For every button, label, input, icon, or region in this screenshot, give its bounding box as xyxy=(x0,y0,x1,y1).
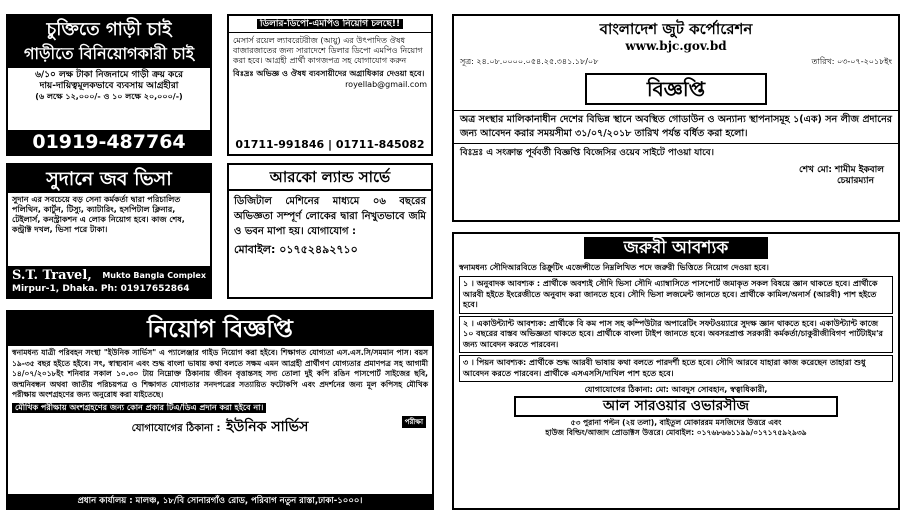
sudan-ad-body: সুদান এর সবচেয়ে বড় সেনা কর্মকর্তা দ্বারা পরিচালিত পলিথিন, কার্টুন, টিস্যু, ক্যাটারিং, হসপিটাল ক্লিনার, টেইলার্স, কনস্ট্রাকশন এ লোক নিয়োগ হবে। কাজ শেষ, কন্ট্রাক্ট দখল, ভিসা পরে টাকা। xyxy=(12,195,185,234)
bjc-note: বিঃদ্রঃ এ সংক্রান্ত পূর্ববর্তী বিজ্ঞপ্তি বিজেসির ওয়েব সাইটে পাওয়া যাবে। xyxy=(460,148,714,158)
sudan-ad-title: সুদানে জব ভিসা xyxy=(8,165,210,193)
survey-ad-phone: মোবাইল: ০১৭৫২৪৯২৭১০ xyxy=(234,243,358,256)
bjc-url: www.bjc.gov.bd xyxy=(625,39,727,53)
sudan-agency-complex: Mukto Bangla Complex xyxy=(102,271,206,280)
urgent-ad-contact: যোগাযোগের ঠিকানা: মো: আবদুস সোবহান, স্বত্বাধিকারী, xyxy=(584,385,768,394)
bjc-signature xyxy=(454,163,898,189)
urgent-ad-company: আল সারওয়ার ওভারসীজ xyxy=(514,396,838,417)
bjc-memo-row xyxy=(454,54,898,70)
car-ad-title xyxy=(8,16,210,68)
unique-badge: পরীক্ষা xyxy=(402,416,426,428)
bjc-date: তারিখ: ০৩-০৭-২০১৮ইং xyxy=(811,57,892,66)
urgent-ad-intro: স্বনামধন্য সৌদিআরবিতে রিক্রুটিং এজেন্সীতে নিম্নলিখিত পদে জরুরী ভিত্তিতে নিয়োগ দেওয়া হবে। xyxy=(459,263,769,272)
dealer-ad-title: ডিলার-ডিপো-এমপিও নিয়োগ চলছে!! xyxy=(229,16,431,33)
car-ad-phone: 01919-487764 xyxy=(8,130,210,154)
dealer-recruitment-ad xyxy=(227,14,433,156)
unique-ad-warning: মৌখিক পরীক্ষায় অংশগ্রহণের জন্য কোন প্রকার টিএ/ডিএ প্রদান করা হইবে না। xyxy=(8,403,432,413)
unique-contact-label: যোগাযোগের ঠিকানা : xyxy=(131,422,221,434)
car-ad-title-line1: চুক্তিতে গাড়ী চাই xyxy=(46,19,172,40)
bjc-memo: সূত্র: ২৪.০৮.০০০০.০৫৪.২৫.৩৪১.১৮/০৮ xyxy=(460,57,599,66)
unique-ad-address: প্রধান কার্যালয় : মালঞ্চ, ১৮/বি সোনারগাঁও রোড, পরিবাগ নতুন রাস্তা,ঢাকা-১০০০। xyxy=(8,494,432,508)
sudan-agency-name: S.T. Travel, xyxy=(12,268,92,283)
sudan-visa-ad xyxy=(6,163,212,299)
car-ad-title-line2: গাড়ীতে বিনিয়োগকারী চাই xyxy=(23,44,195,63)
unique-ad-contact xyxy=(8,413,432,441)
dealer-ad-phones: 01711-991846 | 01711-845082 xyxy=(235,138,425,151)
urgent-ad-title: জরুরী আবশ্যক xyxy=(584,237,769,259)
urgent-ad-item1: ১ । অনুবাদক আবশ্যক : প্রার্থীকে অবশ্যই সৌদি ভিসা সৌদি এ্যাম্বাসিতে পাসপোর্ট জমাকৃত সকল বিষয়ে জ্ঞান থাকতে হবে। প্রার্থীকে আরবী হইতে ইংরেজীতে অনুবাদ করা জানতে হবে। সৌদি ভিসা লজমেন্ট জানতে হবে। প্রার্থীকে কামিল/অনার্স (আরবী) পাশ হইতে হবে। xyxy=(459,276,893,314)
urgent-ad-address: ৫৩ পুরানা পল্টন (২য় তলা), বাইতুল মোকাররম মসজিদের উত্তরে এবং xyxy=(570,418,782,427)
land-survey-ad xyxy=(227,163,433,299)
dealer-ad-note: বিঃদ্রঃ অভিজ্ঞ ও ঔষধ ব্যবসায়ীদের অগ্রাধিকার দেওয়া হবে। xyxy=(233,69,425,78)
survey-ad-body: ডিজিটাল মেশিনের মাধ্যমে ০৬ বছরের অভিজ্ঞতা সম্পূর্ণ লোকের দ্বারা নিখুতভাবে জমি ও ভবন মাপা হয়। যোগাযোগ : xyxy=(234,196,426,237)
bjc-designation: চেয়ারম্যান xyxy=(837,176,874,186)
unique-ad-title: নিয়োগ বিজ্ঞপ্তি xyxy=(8,312,432,346)
bjc-body: অত্র সংস্থার মালিকানাধীন দেশের বিভিন্ন স্থানে অবস্থিত গোডাউন ও অন্যান্য স্থাপনাসমূহ ১(এক) সন লীজ প্রদানের জন্য আবেদন করার সময়সীমা ৩১/০৭/২০১৮ তারিখ পর্যন্ত বর্ধিত করা হলো। xyxy=(454,110,898,144)
unique-service-recruitment-ad xyxy=(6,310,434,510)
unique-company-name: ইউনিক সার্ভিস xyxy=(226,418,309,435)
bjc-notice-ad xyxy=(452,14,900,222)
car-ad-line2: দায়-দায়িত্বমূলকভাবে ব্যবসায় আগ্রহীরা xyxy=(39,81,179,91)
sudan-address-phone: Mirpur-1, Dhaka. Ph: 01917652864 xyxy=(12,284,190,294)
urgent-ad-item2: ২ । একাউন্ট্যান্ট আবশ্যক: প্রার্থীকে বি কম পাস সহ কম্পিউটার অপারেটিং সফটওয়্যারে সুদক্ষ জ্ঞান থাকতে হবে। একাউন্ট্যান্ট কাজে ১০ বছরের বাস্তব অভিজ্ঞতা থাকতে হবে। প্রার্থীকে বাংলা টাইপ জানতে হবে। অবসরপ্রাপ্ত সরকারী কর্মকর্তা/চাকুরীজীবিগণ পার্টটাইম'র জন্য আবেদন করতে পারবেন। xyxy=(459,316,893,354)
sudan-ad-footer xyxy=(8,266,210,297)
urgent-ad-item3: ৩ । পিয়ন আবশ্যক: প্রার্থীকে শুদ্ধ আরবী ভাষায় কথা বলতে পারদর্শী হতে হবে। সৌদি আরবে যাহারা কাজ করেছেন তাহারা শুধু আবেদন করতে পারবেন। প্রার্থীকে এসএসসি/দাখিল পাশ হতে হবে। xyxy=(459,355,893,382)
car-ad-line3: (৬ লক্ষে ১২,০০০/- ও ১০ লক্ষে ২০,০০০/-) xyxy=(35,92,183,101)
unique-ad-body: স্বনামধন্য যাত্রী পরিবহন সংস্থা "ইউনিক সার্ভিস" এ প্যালেঞ্জার গাইড নিয়োগ করা হইবে। শিক্ষাগত যোগ্যতা এস.এস.সি/সমমান পাস। বয়স ১৯-৩৫ বছর হইতে হইবে। সৎ, স্বাস্থ্যবান এবং শুদ্ধ বাংলা ভাষায় কথা বলতে সক্ষম এমন আগ্রহী প্রার্থীগণ যোগ্যতার প্রমাণপত্র সহ আগামী ১৪/০৭/২০১৮ইং শনিবার সকাল ১০.৩০ টায় নিম্নোক্ত ঠিকানায় জীবন বৃত্তান্তসহ সদ্য তোলা দুই কপি রঙিন পাসপোর্ট সাইজের ছবি, জন্মনিবন্ধন অথবা জাতীয় পরিচয়পত্র ও শিক্ষাগত যোগ্যতার সনদপত্রের সত্যায়িত ফটোকপি এবং প্রদর্শনের জন্য মূল কপিসহ মৌখিক পরীক্ষায় অংশগ্রহণের জন্য অনুরোধ করা যাইতেছে। xyxy=(12,348,428,399)
car-ad-line1: ৬/১০ লক্ষ টাকা নিজনামে গাড়ী ক্রয় করে xyxy=(35,70,183,80)
dealer-ad-body: মেসার্স রয়েল ল্যাবরেটরীজ (আয়ু) এর উৎপাদিত ঔষধ বাজারজাতের জন্য সারাদেশে ডিলার ডিপো এমপিও নিয়োগ করা হবে। আগ্রহী প্রার্থী কাগজপত্র সহ যোগাযোগ করুন xyxy=(233,36,423,65)
dealer-ad-email: royellab@gmail.com xyxy=(345,80,427,89)
urgent-recruitment-ad xyxy=(452,232,900,510)
car-investment-ad xyxy=(6,14,212,156)
urgent-ad-address2: হাউজ বিল্ডিং/আজাদ প্রোডাক্টস উত্তরে। মোবাইল: ০১৭৬৮৬৬১১৯৯/০১৭১৭৫৯২৯৩৯ xyxy=(545,428,807,437)
bjc-title: বিজ্ঞপ্তি xyxy=(585,73,767,105)
bjc-signer: শেখ মো: শামীম ইকবাল xyxy=(799,165,884,175)
survey-ad-title: আরকো ল্যান্ড সার্ভে xyxy=(229,165,431,191)
bjc-org-name: বাংলাদেশ জুট কর্পোরেশন xyxy=(599,20,753,38)
